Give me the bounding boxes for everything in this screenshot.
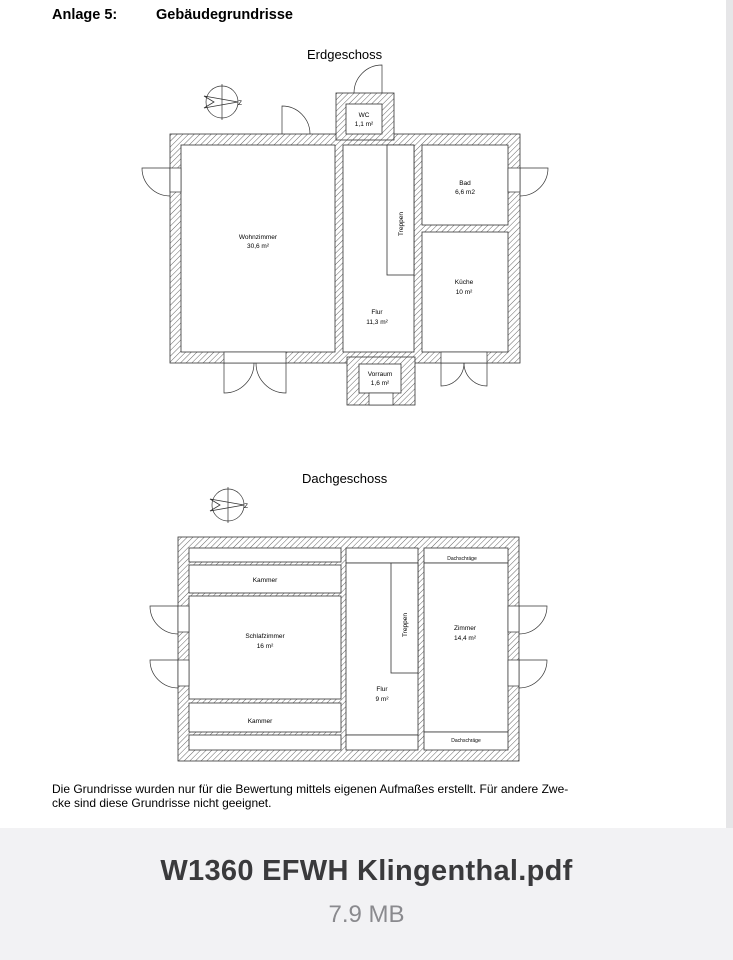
svg-text:14,4 m²: 14,4 m² (453, 635, 477, 642)
svg-text:Flur: Flur (371, 309, 383, 316)
svg-text:30,6 m²: 30,6 m² (246, 243, 270, 250)
compass-eg-label: Z (238, 100, 242, 107)
room-vorraum (359, 364, 401, 393)
compass-eg-icon (204, 84, 238, 120)
room-zimmer (424, 563, 508, 732)
svg-text:9 m²: 9 m² (375, 696, 389, 703)
treppen-eg (387, 145, 414, 275)
compass-dg-label: Z (244, 503, 248, 510)
svg-text:WC: WC (358, 112, 370, 119)
svg-text:10 m²: 10 m² (455, 289, 473, 296)
dachgeschoss-plan (150, 487, 547, 761)
document-scrollbar[interactable] (726, 0, 733, 828)
annex-label: Anlage 5: (52, 7, 118, 23)
svg-text:Küche: Küche (454, 279, 474, 286)
svg-text:Flur: Flur (376, 686, 388, 693)
svg-text:Bad: Bad (459, 180, 471, 187)
svg-text:6,6 m2: 6,6 m2 (455, 189, 475, 196)
file-name: W1360 EFWH Klingenthal.pdf (160, 855, 573, 887)
svg-text:Zimmer: Zimmer (453, 625, 477, 632)
svg-text:11,3 m²: 11,3 m² (366, 319, 388, 326)
svg-text:Kammer: Kammer (252, 577, 278, 584)
svg-text:Treppen: Treppen (398, 212, 405, 236)
svg-text:Kammer: Kammer (247, 718, 273, 725)
svg-text:Vorraum: Vorraum (367, 371, 393, 378)
erdgeschoss-plan (142, 65, 548, 405)
compass-dg-icon (210, 487, 244, 523)
disclaimer-note (52, 782, 652, 810)
svg-text:Schlafzimmer: Schlafzimmer (245, 633, 285, 640)
svg-text:16 m²: 16 m² (256, 643, 274, 650)
svg-text:Dachschräge: Dachschräge (447, 556, 477, 562)
svg-text:Dachschräge: Dachschräge (451, 738, 481, 744)
disclaimer-line-2: cke sind diese Grundrisse nicht geeignet. (52, 796, 272, 810)
dachgeschoss-title: Dachgeschoss (302, 471, 388, 486)
erdgeschoss-title: Erdgeschoss (307, 47, 383, 62)
svg-text:1,6 m²: 1,6 m² (370, 380, 390, 387)
file-size: 7.9 MB (328, 901, 405, 928)
svg-text:Treppen: Treppen (402, 613, 409, 637)
svg-text:Wohnzimmer: Wohnzimmer (238, 234, 278, 241)
page-heading: Gebäudegrundrisse (156, 7, 293, 23)
svg-text:1,1 m²: 1,1 m² (354, 121, 374, 128)
disclaimer-line-1: Die Grundrisse wurden nur für die Bewertung mittels eigenen Aufmaßes erstellt. Für andere Zwe- (52, 782, 569, 796)
room-wc (346, 104, 382, 134)
